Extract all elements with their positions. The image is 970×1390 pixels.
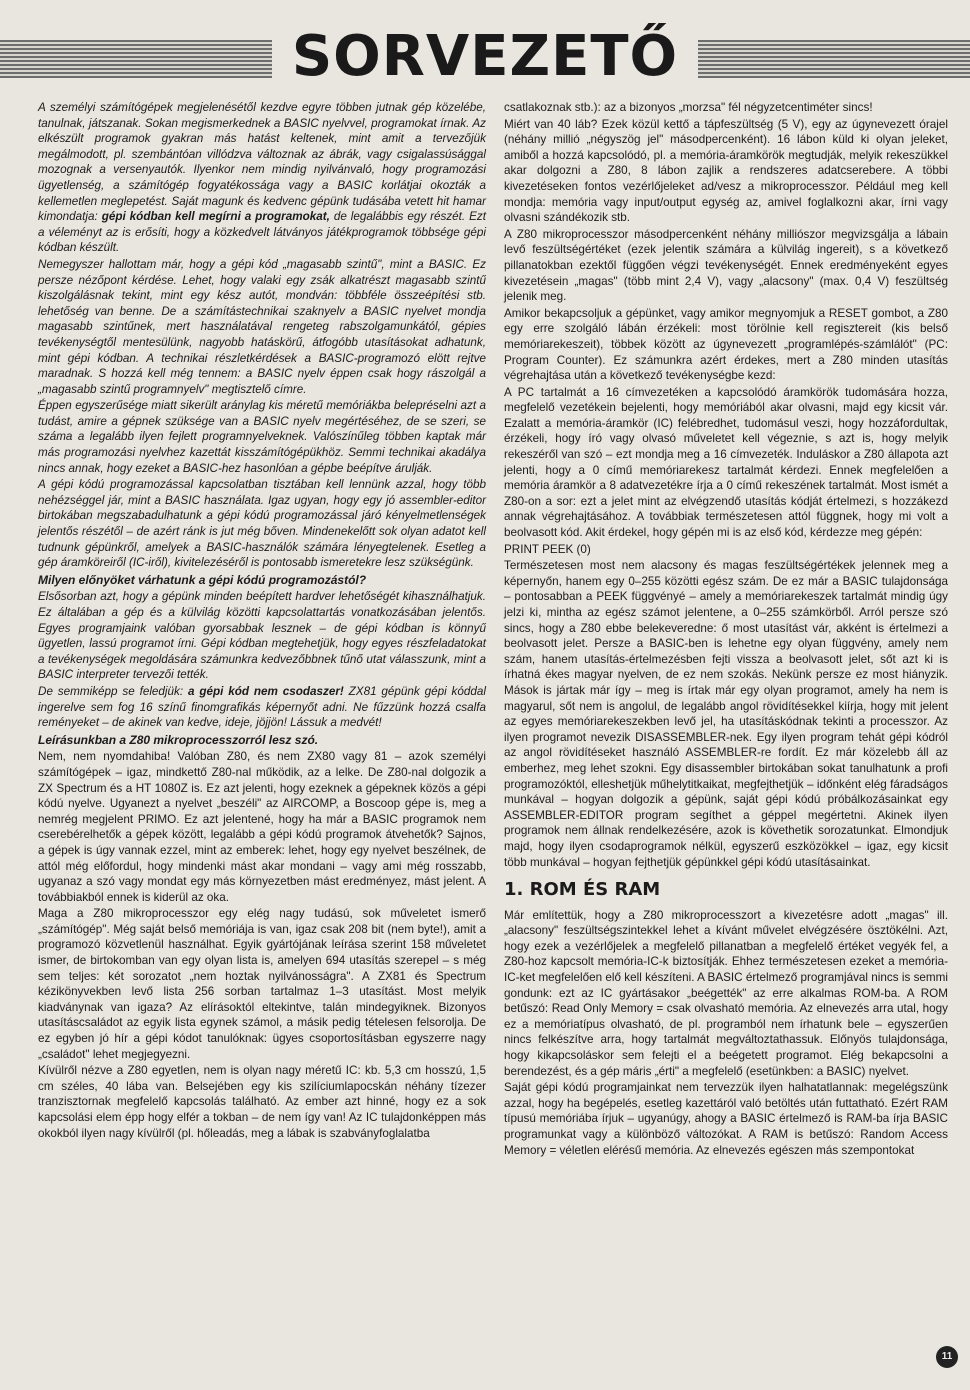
paragraph: Elsősorban azt, hogy a gépünk minden beépített hardver lehetőségét kihasználhatjuk. Ez általában a gép és a külvilág közötti kapcsolattartás vonatkozásában jelentős. Egyes programjaink valóban gyorsabbak lesznek – de gépi kódban is könnyű ügyetlen, lassú programot írni. Gépi kódban megtehetjük, hogy egyes részfeladatokat a tevékenységek megoldására számunkra kedvezőbbnek tűnő utat válasszunk, mint a BASIC interpreter tervezői tették. [38,590,486,682]
paragraph: Természetesen most nem alacsony és magas feszültségértékek jelennek meg a képernyőn, hanem egy 0–255 közötti egész szám. De ez már a BASIC tulajdonsága – pontosabban a PEEK függvényé – amely a memóriarekeszek tartalmát mindig úgy jelzi ki, mintha az egész számot jelentene, a 0–255 számkörből. Arról persze szó sincs, hogy a Z80 ebbe belekeveredne: ő most utasítást vár, akként is értelmezi a beolvasott jelet. Persze a BASIC-ben is lehetne egy olyan függvény, amely nem szám, hanem utasítás-értelmezésben fejti vissza a beolvasott jelet, sőt azt ki is írhatná ékes magyar nyelven, de ez nem szokás. Nekünk persze ez most hiányzik. Mások is jártak már így – meg is írtak már egy olyan programot, amely ha nem is magyarul, sőt nem is angolul, de legalább angol rövidítésekkel kiírja, hogy mit jelent az egyes memóriarekeszekben levő jel, ha utasításkódnak tekinti a processzor. Az ilyen programot nevezik DISASSEMBLER-nek. Egy ilyen program tehát gépi kódról az angol rövidítéseket használó ASSEMBLER-re fordít. Ez már közelebb áll az emberhez, meg lehet szokni. Egy disassembler birtokában sokat tanulhatunk a profi programozóktól, elleshetjük műhelytitkaikat, megfejthetjük – időnként elég fáradságos munkával – hogyan dolgozik a gépünk, saját gépi kódú próbálkozásainkat egy ASSEMBLER-EDITOR program segíthet a géppel megértetni. Akinek ilyen programok nem állnak rendelkezésére, azok is követhetik sorozatunkat. Elmondjuk majd, hogy ilyen csodaprogramok nélkül, egyszerű eszközökkel – igaz, egy kicsit több munkával – hogyan fejthetjük gépünkkel gépi kódú utasításainkat. [504,559,948,869]
paragraph-text: A személyi számítógépek megjelenésétől kezdve egyre többen jutnak gép közelébe, tanulnak, játszanak. Sokan megismerkednek a BASIC nyelvvel, programokat írnak. Az elkészült programok gyakran más hatást keltenek, mint amit a tervezőjük megálmodott, pl. szembántóan villódzva változnak az ábrák, vagy csigalassúsággal mozognak a versenyautók. Ilyenkor nem mindig nyilvánvaló, hogy programozási ügyetlenség, a számítógép fogyatékossága vagy a BASIC korlátjai okozták a kellemetlen meglepetést. Saját magunk és kedvenc gépünk tudásába vetett hit hamar kimondatja: [38,101,486,224]
page-number: 11 [936,1346,958,1368]
paragraph: Éppen egyszerűsége miatt sikerült aránylag kis méretű memóriákba belepréselni azt a tudást, amire a gépnek szüksége van a BASIC nyelv megértéséhez, de se szeri, se száma a legalább ilyen fejlett programnyelveknek. Valószínűleg többen kaptak már más programozási nyelvhez kazettát kisszámítógépükhöz. Semmi technikai akadálya nincs annak, hogy ezeket a BASIC-hez hasonlóan a gépbe beépítve árulják. [38,399,486,475]
page-header [0,0,970,92]
paragraph: Miért van 40 láb? Ezek közül kettő a tápfeszültség (5 V), egy az úgynevezett órajel (néhány millió „négyszög jel" másodpercenként). 16 lábon küld ki olyan jeleket, amiből a hozzá kapcsolódó, pl. a memória-áramkörök megtudják, melyik rekeszükkel akar dolgozni a Z80, 8 lábon zajlik a rendszeres adatcserebere. A többi kivezetéseken fontos vezérlőjeleket ad/vesz a mikroprocesszor. Például meg kell mondja: memória vagy input/output egység az, amivel foglalkozni akar, írni vagy olvasni szándékozik stb. [504,117,948,225]
paragraph: Már említettük, hogy a Z80 mikroprocesszort a kivezetésre adott „magas" ill. „alacsony" feszültségszintekkel lehet a kívánt művelet elvégzésére ösztökélni. Azt, hogy ezek a vezérlőjelek a megfelelő pillanatban a megfelelő értéket vegyék fel, a Z80-hoz kapcsolt memória-IC-k biztosítják. Ehhez természetesen ezeket a memória-IC-ket megfelelően elő kell készíteni. A BASIC értelmező programjával nincs is semmi gondunk: ezt az IC gyártásakor „beégették" az erre alkalmas ROM-ba. A ROM betűszó: Read Only Memory = csak olvasható memória. Az elnevezés arra utal, hogy ez a memóriatípus olvasható, de pl. programból nem írhatunk bele – egyszerűen nincs felkészítve arra, hogy tartalmát megváltoztathassuk. Előnyös tulajdonsága, hogy kikapcsoláskor sem felejti el a beégetett programot. Elég bekapcsolni a berendezést, és a gép máris „érti" a megfelelő (esetünkben: a BASIC) nyelvet. [504,908,948,1078]
paragraph: Amikor bekapcsoljuk a gépünket, vagy amikor megnyomjuk a RESET gombot, a Z80 egy erre szolgáló lábán érzékeli: most törölnie kell regisztereit (kis belső memóriarekeszeit), többek között az úgynevezett „programlépés-számlálót" (PC: Program Counter). Ez számunkra azért érdekes, mert a Z80 minden utasítás végrehajtása után a következő tevékenységbe kezd: [504,306,948,383]
paragraph [38,684,486,731]
code-line: PRINT PEEK (0) [504,542,591,556]
subheading: Milyen előnyöket várhatunk a gépi kódú programozástól? [38,572,367,587]
paragraph [38,100,486,256]
page-title [0,24,970,89]
right-column [504,100,948,1159]
paragraph-text: de legalábbis egy részét. Ezt a véleményt az is erősíti, hogy a közkedvelt látványos játékprogramok többsége gépi kódban készült. [38,210,486,255]
emphasis-text: gépi kódban kell megírni a programokat, [101,210,330,224]
paragraph: Nem, nem nyomdahiba! Valóban Z80, és nem ZX80 vagy 81 – azok személyi számítógépek – igaz, mindkettő Z80-nal működik, az a lelke. De Z80-nal dolgozik a ZX Spectrum és a HT 1080Z is. Ez azt jelenti, hogy ezeknek a gépeknek közös a gépi kódú nyelve. Ugyanezt a nyelvet „beszéli" az AIRCOMP, a Boscoop gépe is, meg a nemrég megjelent PRIMO. Ez azt jelentené, hogy ha már a BASIC programok nem cserebérelhetők a gépek között, legalább a gépi kódú programok átvehetők? Sajnos, a gépek is úgy vannak ezzel, mint az emberek: lehet, hogy egy nyelvet beszélnek, de attól még előfordul, hogy mindenki mást akar mondani – vagy ami még rosszabb, ugyanaz a szó vagy mondat egy más környezetben mást eredményez, mást jelent. A továbbiakból ennek is kiderül az oka. [38,750,486,904]
paragraph: Nemegyszer hallottam már, hogy a gépi kód „magasabb szintű", mint a BASIC. Ez persze nézőpont kérdése. Lehet, hogy valaki egy zsák alkatrészt magasabb szintű kiszolgálásnak tekint, mint egy kész autót, mondván: többféle összeépítési stb. lehetőség van benne. De a számítástechnikai szaknyelv a BASIC nyelvet mondja magasabb szintűnek, mert használatával rengeteg rabszolgamunkától, gépies tevékenységtől mentesülünk, nagyobb hatáskörű, átfogóbb utasításokat adhatunk, mint gépi kódban. A technikai részletkérdések a BASIC-programozó elött rejtve maradnak. S hozzá kell még tennem: a BASIC nyelv éppen csak hogy rászolgál a „magasabb szintű programnyelv" megtisztelő címre. [38,257,486,396]
emphasis-text: a gépi kód nem csodaszer! [187,684,344,698]
paragraph: Kívülről nézve a Z80 egyetlen, nem is olyan nagy méretű IC: kb. 5,3 cm hosszú, 1,5 cm széles, 40 lába van. Belsejében egy kis szilíciumlapocskán néhány tízezer tranzisztornak megfelelő kapcsolás található. Az ember azt hinné, hogy ez a sok kapcsolási elem épp hogy elfér a tokban – de nem így van! Az IC tulajdonképpen más okokból ilyen nagy kívülről (pl. hőleadás, meg a lábak is szabványfoglalatba [38,1064,486,1140]
paragraph: Maga a Z80 mikroprocesszor egy elég nagy tudású, sok műveletet ismerő „számítógép". Még saját belső memóriája is van, igaz csak 208 bit (nem byte!), amit a programozó közvetlenül használhat. Egyik gyártójának leírása szerint 158 műveletet ismer, de birtokomban van egy olyan lista is, amelyen 694 utasítás szerepel – s még sem teljes: két sorozatot „nem hoztak nyilvánosságra". A ZX81 és Spectrum kézikönyvekben levő lista 256 sorban tartalmaz 1–3 utasítást. Most melyik kiadványnak van igaza? Az elírásoktól eltekintve, talán mindegyiknek. Bizonyos utasításcsaládot az egyik lista egynek számol, a másik pedig tételesen felsorolja. De ez egyben jó hír a gépi kódot tanulóknak: ügyes csoportosításban egyszerre nagy „családot" lehet megjegyezni. [38,907,486,1061]
paragraph: Saját gépi kódú programjainkat nem tervezzük ilyen halhatatlannak: megelégszünk azzal, hogy ha begépelés, esetleg kazettáról való betöltés után futtatható. Ezért RAM típusú memóriába írjuk – ugyanúgy, ahogy a BASIC értelmező is RAM-ba írja BASIC programunkat vagy a különböző változókat. A RAM is betűszó: Random Access Memory = véletlen elérésű memória. Az elnevezés egészen más szempontokat [504,1081,948,1157]
subheading: Leírásunkban a Z80 mikroprocesszorról lesz szó. [38,732,319,747]
page-title-text: SORVEZETŐ [272,24,698,89]
paragraph-text: ZX81 gépünk gépi kóddal ingerelve sem fog 16 színű finomgrafikás képernyőt adni. Ne fűzzünk hozzá csalfa reményeket – de akinek van kedve, ideje, jöjjön! Lássuk a medvét! [38,684,487,730]
paragraph: csatlakoznak stb.): az a bizonyos „morzsa" fél négyzetcentiméter sincs! [504,101,873,114]
paragraph-text: De semmiképp se feledjük: [38,684,184,698]
left-column [38,100,486,1142]
paragraph: A PC tartalmát a 16 címvezetéken a kapcsolódó áramkörök tudomására hozza, megfelelő vezetékein bejelenti, hogy memóriából akar olvasni, majd egy kicsit vár. Ezalatt a memória-áramkör (IC) felébredhet, tudomásul veszi, hogy hozzáfordultak, érzékeli, hogy író vagy olvasó műveletet kell végeznie, s azt is, hogy melyik rekeszéről van szó – ezt mondja meg a 16 címvezeték. Induláskor a Z80 állapota azt jelenti, hogy a 0 című memóriarekesz tartalmát kérdezi. Ennek megfelelően a memória áramkör a 8 adatvezetékre írja a 0 című rekeszének tartalmát. Most ismét a Z80-on a sor: ezt a jelet mint az elvégzendő utasítás kódját értelmezi, s hozzákezd annak végrehajtásához. A továbbiak természetesen attól függnek, hogy mi volt a beolvasott kód. Akit érdekel, hogy gépén mi is az első kód, kérdezze meg gépén: [504,385,948,540]
section-title: 1. ROM ÉS RAM [504,879,661,901]
paragraph: A Z80 mikroprocesszor másodpercenként néhány milliószor megvizsgálja a lábain levő feszültségértéket (ezek jelentik számára a külvilág ingereit), s a következő pillanatokban ezektől függően végzi tevékenységét. Ennek eredményeként egyes kivezetésein „magas" (több mint 2,4 V), vagy „alacsony" (max. 0,4 V) feszültség jelenik meg. [504,227,948,304]
paragraph: A gépi kódú programozással kapcsolatban tisztában kell lennünk azzal, hogy több nehézséggel jár, mint a BASIC használata. Igaz ugyan, hogy egy jó assembler-editor birtokában megszabadulhatunk a gépi kódú programozással járó kényelmetlenségek jelentős részétől – de azért ránk is jut még bőven. Mindenekelőtt sok olyan adatot kell tudnunk gépünkről, amelyek a BASIC-használók számára lényegtelenek. Esetleg a gép áramköreiről (IC-iről), kivitelezéséről is pontosabb ismeretekre lesz szükségünk. [38,478,486,570]
